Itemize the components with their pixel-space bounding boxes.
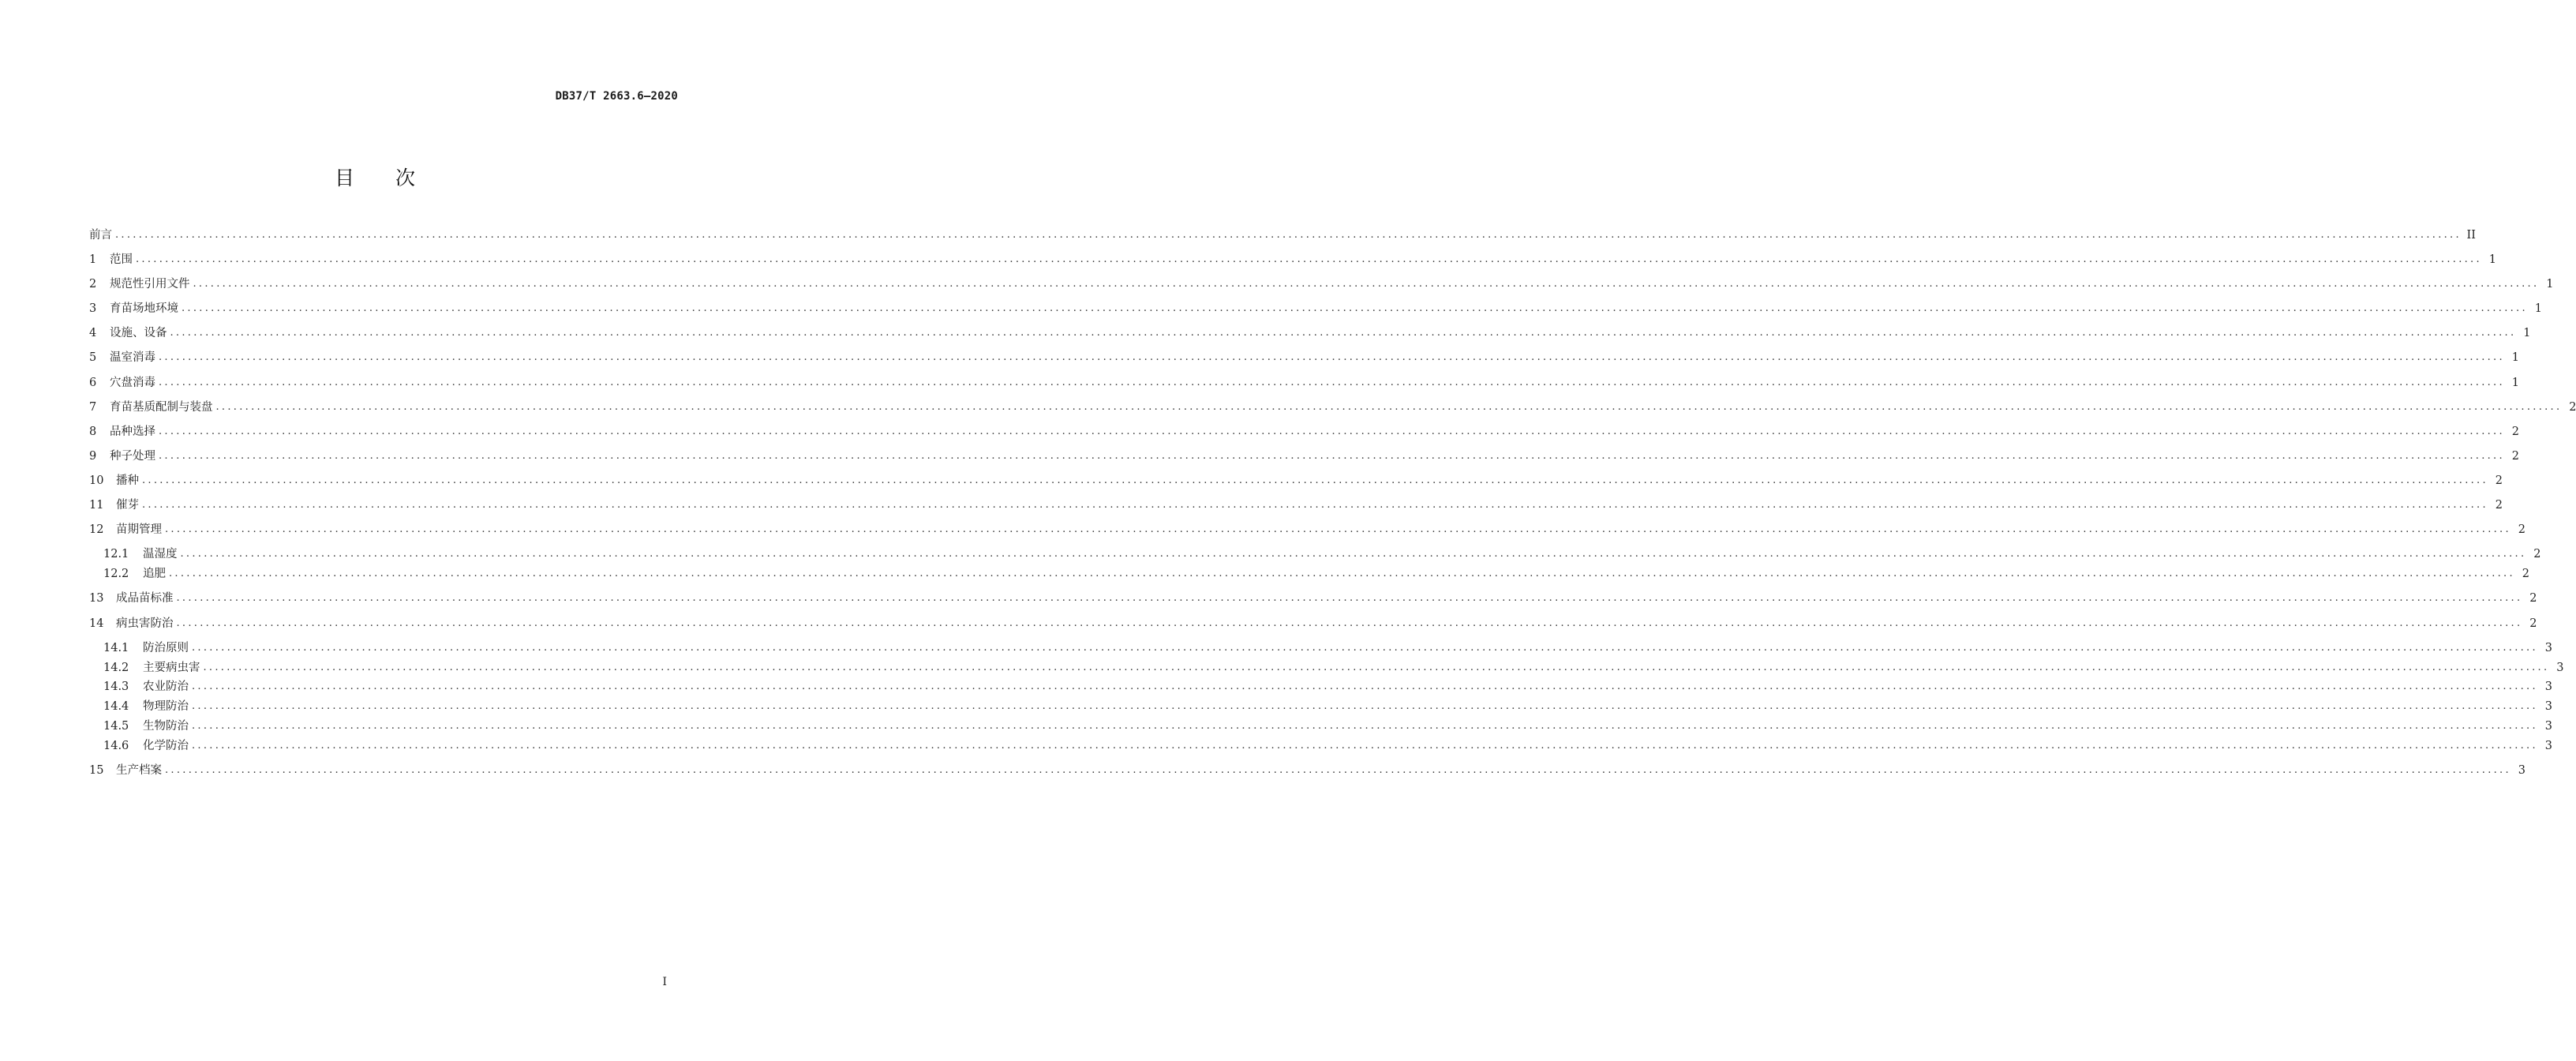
toc-dot-leader: ................................................................................................................................................................................................................................................................................................................................................................................................................	[142, 499, 2488, 511]
document-code: DB37/T 2663.6—2020	[555, 90, 678, 103]
toc-entry-label: 温室消毒	[110, 351, 155, 364]
toc-entry-page: 3	[2518, 764, 2525, 777]
toc-entry-page: 2	[2511, 450, 2519, 463]
toc-title: 目 次	[335, 167, 432, 189]
toc-entry-label: 品种选择	[110, 426, 155, 438]
toc-entry-number: 4	[89, 327, 97, 339]
toc-dot-leader: ................................................................................................................................................................................................................................................................................................................................................................................................................	[165, 523, 2511, 535]
toc-dot-leader: ................................................................................................................................................................................................................................................................................................................................................................................................................	[142, 474, 2488, 486]
toc-dot-leader: ................................................................................................................................................................................................................................................................................................................................................................................................................	[192, 720, 2538, 732]
toc-dot-leader: ................................................................................................................................................................................................................................................................................................................................................................................................................	[192, 642, 2538, 654]
toc-entry-page: 1	[2511, 377, 2519, 389]
toc-entry-number: 14	[89, 617, 104, 630]
toc-entry-number: 14.4	[103, 700, 129, 713]
toc-entry-page: 2	[2511, 426, 2519, 438]
toc-entry[interactable]	[89, 497, 2503, 513]
toc-entry-label: 苗期管理	[116, 523, 162, 536]
toc-entry-label: 病虫害防治	[116, 617, 174, 630]
toc-dot-leader: ................................................................................................................................................................................................................................................................................................................................................................................................................	[159, 377, 2505, 388]
toc-dot-leader: ................................................................................................................................................................................................................................................................................................................................................................................................................	[176, 617, 2523, 629]
toc-entry-label: 播种	[116, 474, 139, 487]
toc-entry-number: 11	[89, 499, 104, 512]
toc-entry-page: 3	[2544, 680, 2552, 693]
toc-entry-page: 2	[2529, 617, 2537, 630]
toc-entry-number: 14.5	[103, 720, 129, 733]
toc-entry-page: 2	[2518, 523, 2525, 536]
toc-entry-number: 8	[89, 426, 97, 438]
toc-entry[interactable]	[103, 679, 2552, 695]
toc-entry-label: 育苗基质配制与装盘	[110, 401, 213, 414]
toc-entry-label: 设施、设备	[110, 327, 167, 339]
toc-dot-leader: ................................................................................................................................................................................................................................................................................................................................................................................................................	[159, 351, 2505, 363]
toc-entry-label: 成品苗标准	[116, 592, 174, 605]
toc-entry-number: 14.2	[103, 662, 129, 674]
toc-entry[interactable]	[103, 718, 2552, 734]
toc-entry-label: 育苗场地环境	[110, 302, 178, 315]
toc-entry[interactable]	[89, 350, 2519, 366]
toc-entry-label: 前言	[89, 229, 112, 242]
page-number: I	[662, 976, 667, 988]
toc-entry[interactable]	[89, 590, 2537, 606]
toc-entry-label: 生物防治	[143, 720, 189, 733]
toc-dot-leader: ................................................................................................................................................................................................................................................................................................................................................................................................................	[159, 426, 2505, 437]
toc-entry-number: 2	[89, 278, 97, 291]
toc-dot-leader: ................................................................................................................................................................................................................................................................................................................................................................................................................	[176, 592, 2523, 604]
toc-entry-label: 生产档案	[116, 764, 162, 777]
toc-entry[interactable]	[89, 227, 2476, 243]
toc-entry[interactable]	[89, 276, 2554, 292]
toc-entry-page: 1	[2546, 278, 2554, 291]
toc-dot-leader: ................................................................................................................................................................................................................................................................................................................................................................................................................	[165, 764, 2511, 776]
toc-entry-page: 3	[2556, 662, 2564, 674]
toc-entry-page: 2	[2529, 592, 2537, 605]
toc-entry-label: 追肥	[143, 568, 166, 580]
toc-entry[interactable]	[89, 375, 2519, 391]
toc-entry[interactable]	[89, 448, 2519, 464]
toc-dot-leader: ................................................................................................................................................................................................................................................................................................................................................................................................................	[203, 662, 2550, 673]
toc-entry[interactable]	[89, 522, 2525, 538]
toc-entry-number: 12	[89, 523, 104, 536]
toc-entry-number: 1	[89, 253, 97, 266]
toc-entry-page: 3	[2544, 720, 2552, 733]
toc-entry-label: 穴盘消毒	[110, 377, 155, 389]
toc-entry-number: 6	[89, 377, 97, 389]
toc-entry[interactable]	[103, 640, 2552, 656]
toc-entry-label: 主要病虫害	[143, 662, 200, 674]
toc-entry-label: 催芽	[116, 499, 139, 512]
toc-dot-leader: ................................................................................................................................................................................................................................................................................................................................................................................................................	[182, 302, 2528, 314]
toc-entry[interactable]	[89, 399, 2576, 415]
toc-entry-page: 1	[2488, 253, 2496, 266]
toc-entry-number: 12.1	[103, 548, 129, 560]
toc-entry-label: 农业防治	[143, 680, 189, 693]
toc-entry[interactable]	[89, 301, 2542, 317]
toc-dot-leader: ................................................................................................................................................................................................................................................................................................................................................................................................................	[192, 700, 2538, 712]
toc-entry-page: 1	[2534, 302, 2542, 315]
toc-entry-page: 2	[2522, 568, 2529, 580]
toc-entry-number: 14.6	[103, 740, 129, 752]
toc-entry-page: 2	[2495, 474, 2503, 487]
toc-entry[interactable]	[89, 763, 2525, 778]
toc-entry-number: 5	[89, 351, 97, 364]
toc-entry-label: 物理防治	[143, 700, 189, 713]
toc-entry[interactable]	[89, 252, 2496, 268]
toc-entry-page: II	[2466, 229, 2476, 242]
toc-entry-number: 14.1	[103, 642, 129, 654]
toc-entry-number: 12.2	[103, 568, 129, 580]
toc-entry-page: 1	[2523, 327, 2531, 339]
toc-dot-leader: ................................................................................................................................................................................................................................................................................................................................................................................................................	[192, 680, 2538, 692]
toc-entry[interactable]	[103, 566, 2529, 582]
toc-entry-number: 14.3	[103, 680, 129, 693]
toc-entry[interactable]	[89, 473, 2503, 489]
toc-entry-label: 温湿度	[143, 548, 178, 560]
toc-entry-page: 2	[2495, 499, 2503, 512]
toc-entry-page: 1	[2511, 351, 2519, 364]
toc-entry-label: 规范性引用文件	[110, 278, 190, 291]
toc-entry-number: 10	[89, 474, 104, 487]
toc-entry[interactable]	[89, 325, 2531, 341]
toc-entry-number: 3	[89, 302, 97, 315]
toc-dot-leader: ................................................................................................................................................................................................................................................................................................................................................................................................................	[215, 401, 2563, 413]
toc-entry-label: 范围	[110, 253, 133, 266]
toc-dot-leader: ................................................................................................................................................................................................................................................................................................................................................................................................................	[169, 568, 2515, 579]
toc-entry-label: 防治原则	[143, 642, 189, 654]
toc-entry-page: 3	[2544, 700, 2552, 713]
toc-entry-label: 种子处理	[110, 450, 155, 463]
toc-entry-number: 13	[89, 592, 104, 605]
toc-entry-number: 7	[89, 401, 97, 414]
toc-entry[interactable]	[103, 660, 2564, 676]
toc-entry[interactable]	[89, 424, 2519, 440]
toc-entry[interactable]	[89, 616, 2537, 632]
toc-entry-page: 3	[2544, 740, 2552, 752]
toc-dot-leader: ................................................................................................................................................................................................................................................................................................................................................................................................................	[180, 548, 2527, 560]
toc-entry-number: 15	[89, 764, 104, 777]
toc-dot-leader: ................................................................................................................................................................................................................................................................................................................................................................................................................	[193, 278, 2540, 290]
toc-entry[interactable]	[103, 546, 2541, 562]
toc-entry-label: 化学防治	[143, 740, 189, 752]
toc-entry[interactable]	[103, 699, 2552, 714]
toc-entry-page: 2	[2569, 401, 2576, 414]
toc-entry-page: 2	[2533, 548, 2541, 560]
toc-entry[interactable]	[103, 738, 2552, 754]
toc-dot-leader: ................................................................................................................................................................................................................................................................................................................................................................................................................	[192, 740, 2538, 752]
toc-dot-leader: ................................................................................................................................................................................................................................................................................................................................................................................................................	[136, 253, 2482, 265]
toc-dot-leader: ................................................................................................................................................................................................................................................................................................................................................................................................................	[115, 229, 2462, 241]
toc-dot-leader: ................................................................................................................................................................................................................................................................................................................................................................................................................	[159, 450, 2505, 462]
toc-entry-number: 9	[89, 450, 97, 463]
toc-entry-page: 3	[2544, 642, 2552, 654]
toc-dot-leader: ................................................................................................................................................................................................................................................................................................................................................................................................................	[170, 327, 2517, 339]
